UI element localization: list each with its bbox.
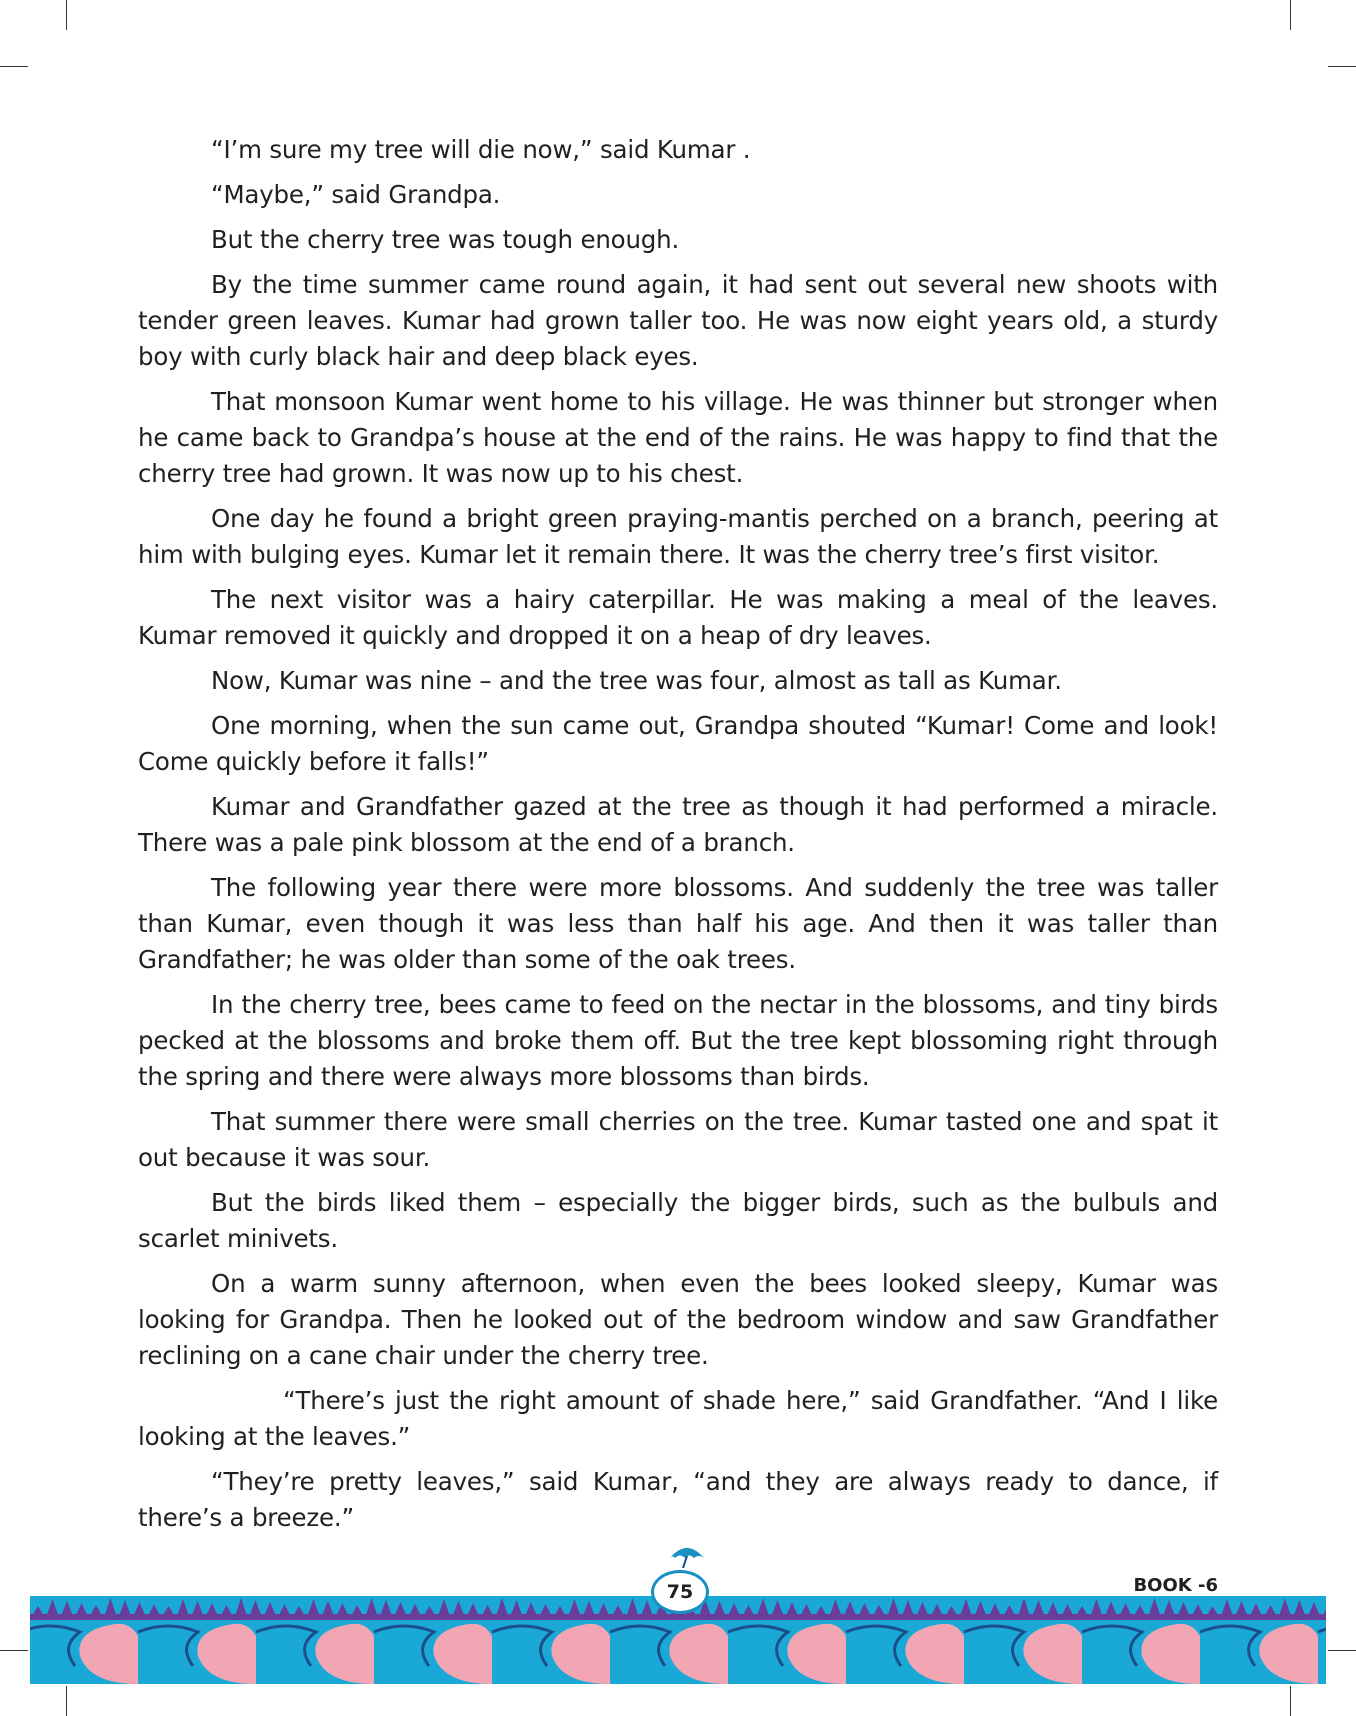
paragraph: But the birds liked them – especially the bigger birds, such as the bulbuls and scarlet minivets.: [138, 1188, 1218, 1253]
book-label: BOOK -6: [1133, 1575, 1218, 1596]
crop-mark-top-left: [66, 0, 67, 30]
paragraph: That monsoon Kumar went home to his village. He was thinner but stronger when he came back to Grandpa’s house at the end of the rains. He was happy to find that the cherry tree had grown. It was now up to his chest.: [138, 387, 1218, 488]
paragraph: “I’m sure my tree will die now,” said Kumar .: [211, 135, 751, 164]
paragraph: The following year there were more blossoms. And suddenly the tree was taller than Kumar, even though it was less than half his age. And then it was taller than Grandfather; he was older than some of the oak trees.: [138, 873, 1218, 974]
paragraph: “There’s just the right amount of shade here,” said Grandfather. “And I like looking at the leaves.”: [138, 1386, 1218, 1451]
story-text: [138, 132, 1218, 1545]
umbrella-icon: [667, 1542, 707, 1568]
paragraph: The next visitor was a hairy caterpillar. He was making a meal of the leaves. Kumar removed it quickly and dropped it on a heap of dry leaves.: [138, 585, 1218, 650]
paragraph: One morning, when the sun came out, Grandpa shouted “Kumar! Come and look! Come quickly before it falls!”: [138, 711, 1218, 776]
crop-mark-bottom-right: [1290, 1686, 1291, 1716]
crop-mark-left-bottom: [0, 1650, 28, 1651]
paragraph: But the cherry tree was tough enough.: [211, 225, 680, 254]
paragraph: That summer there were small cherries on the tree. Kumar tasted one and spat it out because it was sour.: [138, 1107, 1218, 1172]
paragraph: On a warm sunny afternoon, when even the bees looked sleepy, Kumar was looking for Grandpa. Then he looked out of the bedroom window and saw Grandfather reclining on a cane chair under the cherry tree.: [138, 1269, 1218, 1370]
paragraph: “Maybe,” said Grandpa.: [211, 180, 501, 209]
page-number: 75: [651, 1570, 709, 1614]
crop-mark-left-top: [0, 66, 28, 67]
paragraph: One day he found a bright green praying-mantis perched on a branch, peering at him with bulging eyes. Kumar let it remain there. It was the cherry tree’s first visitor.: [138, 504, 1218, 569]
paragraph: In the cherry tree, bees came to feed on the nectar in the blossoms, and tiny birds pecked at the blossoms and broke them off. But the tree kept blossoming right through the spring and there were always more blossoms than birds.: [138, 990, 1218, 1091]
paragraph: “They’re pretty leaves,” said Kumar, “and they are always ready to dance, if there’s a breeze.”: [138, 1467, 1218, 1532]
crop-mark-right-top: [1328, 66, 1356, 67]
tree-line: [30, 1614, 1326, 1620]
paragraph: Now, Kumar was nine – and the tree was four, almost as tall as Kumar.: [211, 666, 1062, 695]
paragraph: By the time summer came round again, it had sent out several new shoots with tender green leaves. Kumar had grown taller too. He was now eight years old, a sturdy boy with curly black hair and deep black eyes.: [138, 270, 1218, 371]
paragraph: Kumar and Grandfather gazed at the tree as though it had performed a miracle. There was a pale pink blossom at the end of a branch.: [138, 792, 1218, 857]
crop-mark-top-right: [1290, 0, 1291, 30]
crop-mark-bottom-left: [66, 1686, 67, 1716]
crop-mark-right-bottom: [1328, 1650, 1356, 1651]
